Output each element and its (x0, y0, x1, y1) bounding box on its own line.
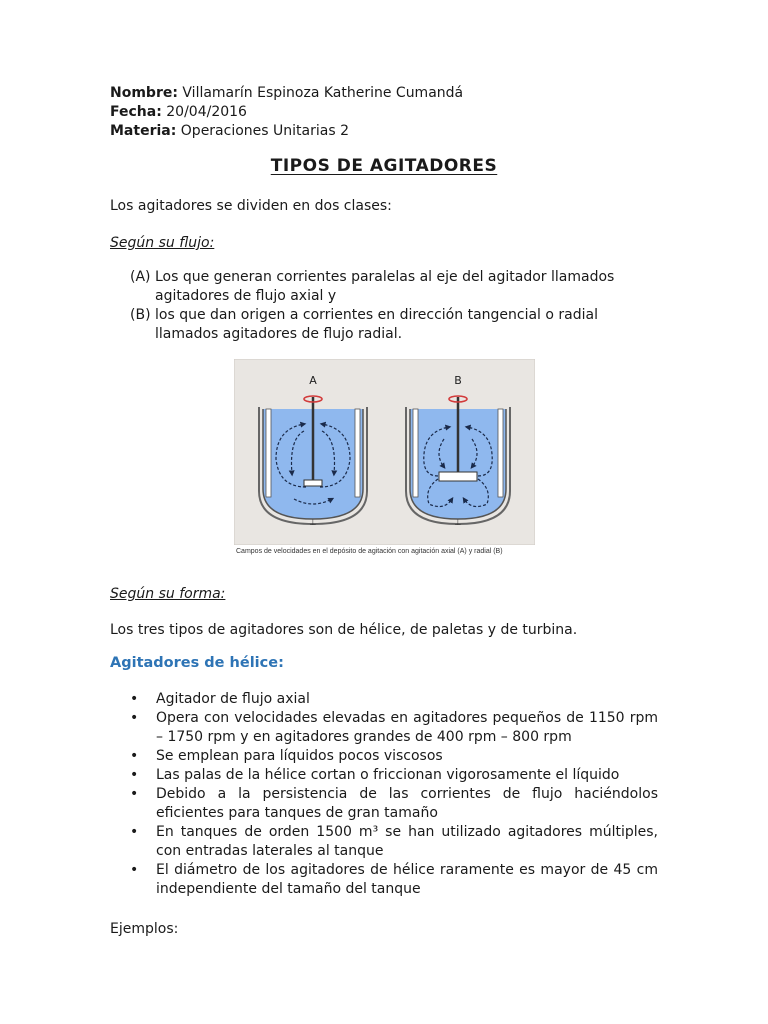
bullet-text: En tanques de orden 1500 m³ se han utilizado agitadores múltiples, con entradas laterales al tanque (156, 824, 658, 859)
figure-caption: Campos de velocidades en el depósito de agitación con agitación axial (A) y radial (B) (236, 548, 503, 555)
tank-b-drain-icon: ⊥ (454, 518, 462, 527)
document-title: TIPOS DE AGITADORES (270, 156, 498, 176)
tank-a-baffle-right (355, 409, 360, 497)
flujo-item-b-text: los que dan origen a corrientes en dirección tangencial o radial llamados agitadores de flujo radial. (155, 307, 598, 342)
helice-bullet-list (130, 690, 658, 899)
tank-b-baffle-left (413, 409, 418, 497)
intro-text: Los agitadores se dividen en dos clases: (110, 198, 392, 214)
bullet-icon: • (130, 710, 139, 726)
nombre-label: Nombre: (110, 85, 178, 101)
fecha-line (110, 103, 463, 122)
fecha-label: Fecha: (110, 104, 162, 120)
tank-a-label: A (309, 374, 317, 387)
list-item (130, 823, 658, 861)
flujo-item-a-text: Los que generan corrientes paralelas al eje del agitador llamados agitadores de flujo axial y (155, 269, 615, 304)
bullet-icon: • (130, 691, 139, 707)
list-item (130, 690, 658, 709)
bullet-text: Debido a la persistencia de las corrientes de flujo haciéndolos eficientes para tanques de gran tamaño (156, 786, 658, 821)
section-forma-heading: Según su forma: (110, 586, 226, 602)
list-item (130, 785, 658, 823)
bullet-text: Opera con velocidades elevadas en agitadores pequeños de 1150 rpm – 1750 rpm y en agitadores grandes de 400 rpm – 800 rpm (156, 710, 658, 745)
section-forma-text: Los tres tipos de agitadores son de hélice, de paletas y de turbina. (110, 622, 578, 638)
bullet-text: Las palas de la hélice cortan o friccionan vigorosamente el líquido (156, 767, 620, 783)
tank-a-baffle-left (266, 409, 271, 497)
flujo-item-a-marker: (A) (130, 269, 151, 285)
tank-b-turbine (439, 472, 477, 481)
bullet-icon: • (130, 862, 139, 878)
nombre-line (110, 84, 463, 103)
list-item (130, 766, 658, 785)
flujo-item-a (130, 268, 660, 306)
bullet-icon: • (130, 824, 139, 840)
flujo-item-b-marker: (B) (130, 307, 151, 323)
bullet-text: Agitador de flujo axial (156, 691, 310, 707)
agitation-figure (234, 359, 535, 571)
tank-b-baffle-right (498, 409, 503, 497)
list-item (130, 861, 658, 899)
document-title-wrap (0, 156, 768, 176)
bullet-text: Se emplean para líquidos pocos viscosos (156, 748, 443, 764)
materia-label: Materia: (110, 123, 177, 139)
header-block (110, 84, 463, 141)
figure-caption-box (236, 547, 533, 571)
bullet-icon: • (130, 767, 139, 783)
bullet-icon: • (130, 786, 139, 802)
bullet-icon: • (130, 748, 139, 764)
bullet-text: El diámetro de los agitadores de hélice raramente es mayor de 45 cm independiente del tamaño del tanque (156, 862, 658, 897)
helice-heading: Agitadores de hélice: (110, 655, 284, 671)
nombre-value: Villamarín Espinoza Katherine Cumandá (182, 85, 464, 101)
tank-b-label: B (454, 374, 462, 387)
materia-line (110, 122, 463, 141)
agitation-figure-svg (234, 359, 535, 571)
materia-value: Operaciones Unitarias 2 (180, 123, 349, 139)
tank-a-propeller (304, 480, 322, 486)
tank-a-drain-icon: ⊥ (309, 518, 317, 527)
flujo-list (130, 268, 660, 344)
section-flujo-heading: Según su flujo: (110, 235, 215, 251)
flujo-item-b (130, 306, 660, 344)
fecha-value: 20/04/2016 (166, 104, 247, 120)
list-item (130, 709, 658, 747)
ejemplos-text: Ejemplos: (110, 921, 179, 937)
list-item (130, 747, 658, 766)
